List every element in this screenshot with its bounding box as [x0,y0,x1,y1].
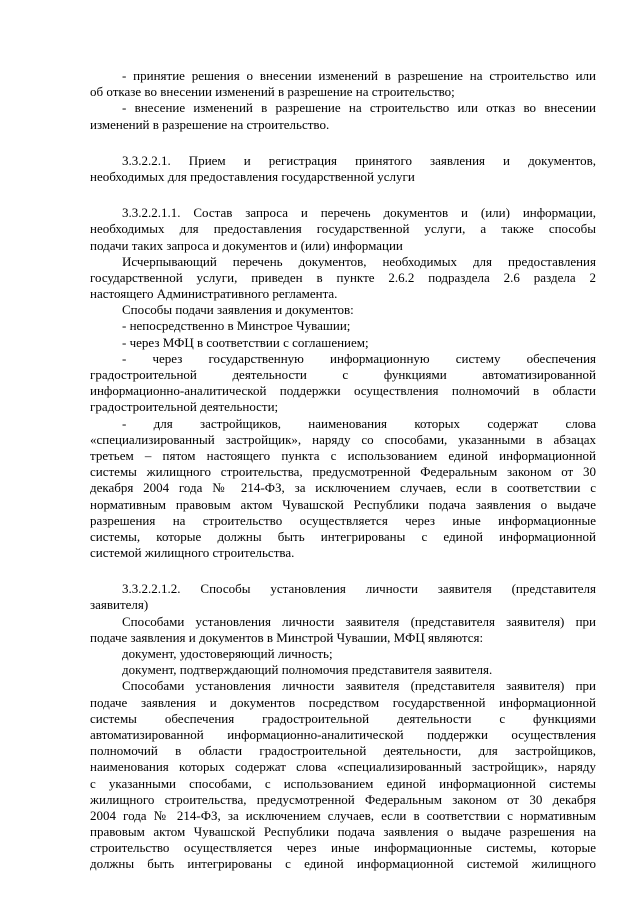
text-line: государственной услуги, приведен в пункте 2.6.2 подраздела 2.6 раздела 2 [90,269,596,285]
text-line: - непосредственно в Минстрое Чувашии; [122,318,351,334]
text-line: Способы подачи заявления и документов: [122,302,354,318]
text-line: изменений в разрешение на строительство. [90,116,330,132]
text-line: документ, удостоверяющий личность; [122,646,333,661]
text-line: декабря 2004 года № 214-ФЗ, за исключением случаев, если в соответствии с [90,480,596,496]
text-line: жилищного строительства, предусмотренной Федеральным законом от 30 декабря [90,791,596,807]
text-line: системой жилищного строительства. [90,545,295,561]
text-line: полномочий в области градостроительной деятельности, для застройщиков, [90,743,596,759]
text-line: разрешения на строительство осуществляется через иные информационные [90,512,596,528]
text-line: нормативным правовым актом Чувашской Республики подача заявления о выдаче [90,496,596,512]
text-line: 2004 года № 214-ФЗ, за исключением случаев, если в соответствии с нормативным [90,807,596,823]
text-line: должны быть интегрированы с единой информационной системой жилищного [90,856,596,872]
paragraph-gap [90,133,596,153]
text-line: - принятие решения о внесении изменений в разрешение на строительство или [122,68,596,83]
text-line: Способами установления личности заявителя (представителя заявителя) при [122,678,596,694]
text-line: подаче заявления и документов посредством государственной информационной [90,694,596,710]
text-line: системы обеспечения градостроительной деятельности с функциями [90,710,596,726]
text-line: информационно-аналитической поддержки осуществления полномочий в области [90,383,596,399]
text-line: строительство осуществляется через иные информационные системы, которые [90,840,596,856]
text-line: необходимых для предоставления государственной услуги, а также способы [90,221,596,237]
text-line: системы жилищного строительства, предусмотренной Федеральным законом от 30 [90,464,596,480]
text-line: - через государственную информационную систему обеспечения [122,350,596,366]
text-line: подаче заявления и документов в Минстрой Чувашии, МФЦ являются: [90,629,484,645]
text-line: подачи таких запроса и документов и (или) информации [90,237,403,253]
document-body [90,68,596,873]
text-line: необходимых для предоставления государственной услуги [90,168,415,184]
paragraph-gap [90,561,596,581]
text-line: документ, подтверждающий полномочия представителя заявителя. [122,662,493,678]
text-line: - внесение изменений в разрешение на строительство или отказ во внесении [122,100,596,116]
paragraph-gap [90,185,596,205]
text-line: третьем – пятом настоящего пункта с использованием единой информационной [90,447,596,463]
text-line: правовым актом Чувашской Республики подача заявления о выдаче разрешения на [90,824,596,840]
text-line: Способами установления личности заявителя (представителя заявителя) при [122,613,596,629]
text-line: с указанными способами, с использованием единой информационной системы [90,775,596,791]
text-line: - для застройщиков, наименования которых содержат слова [122,415,596,431]
text-line: настоящего Административного регламента. [90,286,338,302]
text-line: системы, которые должны быть интегрированы с единой информационной [90,528,596,544]
text-line: 3.3.2.2.1.1. Состав запроса и перечень документов и (или) информации, [122,205,596,221]
text-line: 3.3.2.2.1.2. Способы установления личности заявителя (представителя [122,581,596,597]
text-line: заявителя) [90,597,149,613]
text-line: 3.3.2.2.1. Прием и регистрация принятого заявления и документов, [122,152,596,168]
text-line: градостроительной деятельности с функциями автоматизированной [90,367,596,382]
text-line: - через МФЦ в соответствии с соглашением; [122,334,369,350]
text-line: Исчерпывающий перечень документов, необходимых для предоставления [122,253,596,269]
text-line: об отказе во внесении изменений в разрешение на строительство; [90,84,455,100]
text-line: автоматизированной информационно-аналитической поддержки осуществления [90,726,596,742]
text-line: градостроительной деятельности; [90,399,279,415]
text-line: наименования которых содержат слова «специализированный застройщик», наряду [90,759,596,775]
text-line: «специализированный застройщик», наряду со способами, указанными в абзацах [90,431,596,447]
